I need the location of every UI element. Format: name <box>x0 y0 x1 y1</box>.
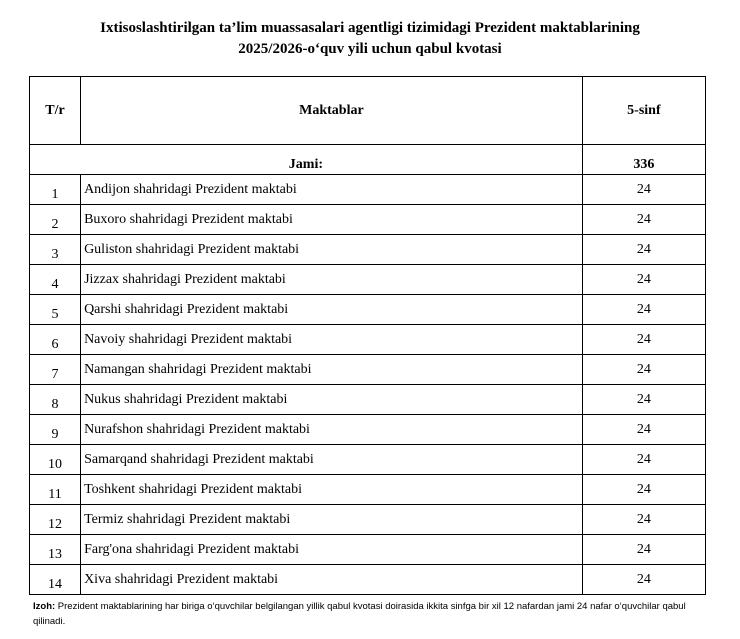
table-header-row <box>30 77 706 145</box>
table-row <box>30 265 706 295</box>
table-row <box>30 445 706 475</box>
table-row <box>30 385 706 415</box>
row-number: 11 <box>30 475 81 505</box>
table-row <box>30 355 706 385</box>
table-row <box>30 325 706 355</box>
school-name: Andijon shahridagi Prezident maktabi <box>81 175 583 205</box>
quota-value: 24 <box>582 385 705 415</box>
quota-value: 24 <box>582 355 705 385</box>
title-line-2: 2025/2026-o‘quv yili uchun qabul kvotasi <box>238 41 502 57</box>
title-line-1: Ixtisoslashtirilgan ta’lim muassasalari agentligi tizimidagi Prezident maktablarining <box>100 20 640 36</box>
table-row <box>30 415 706 445</box>
school-name: Nurafshon shahridagi Prezident maktabi <box>81 415 583 445</box>
quota-value: 24 <box>582 565 705 595</box>
school-name: Qarshi shahridagi Prezident maktabi <box>81 295 583 325</box>
total-label: Jami: <box>30 150 583 175</box>
total-value: 336 <box>582 150 705 175</box>
quota-value: 24 <box>582 235 705 265</box>
header-number: T/r <box>30 77 81 145</box>
row-number: 5 <box>30 295 81 325</box>
table-row <box>30 505 706 535</box>
row-number: 10 <box>30 445 81 475</box>
school-name: Nukus shahridagi Prezident maktabi <box>81 385 583 415</box>
quota-value: 24 <box>582 175 705 205</box>
school-name: Navoiy shahridagi Prezident maktabi <box>81 325 583 355</box>
row-number: 6 <box>30 325 81 355</box>
school-name: Farg'ona shahridagi Prezident maktabi <box>81 535 583 565</box>
quota-value: 24 <box>582 325 705 355</box>
header-school: Maktablar <box>81 77 583 145</box>
school-name: Buxoro shahridagi Prezident maktabi <box>81 205 583 235</box>
school-name: Samarqand shahridagi Prezident maktabi <box>81 445 583 475</box>
school-name: Guliston shahridagi Prezident maktabi <box>81 235 583 265</box>
school-name: Namangan shahridagi Prezident maktabi <box>81 355 583 385</box>
school-name: Termiz shahridagi Prezident maktabi <box>81 505 583 535</box>
table-row <box>30 205 706 235</box>
row-number: 13 <box>30 535 81 565</box>
row-number: 7 <box>30 355 81 385</box>
row-number: 3 <box>30 235 81 265</box>
table-row <box>30 565 706 595</box>
quota-value: 24 <box>582 205 705 235</box>
row-number: 1 <box>30 175 81 205</box>
school-name: Jizzax shahridagi Prezident maktabi <box>81 265 583 295</box>
footnote-label: Izoh: <box>33 601 56 612</box>
footnote-text: Prezident maktablarining har biriga o‘quvchilar belgilangan yillik qabul kvotasi doirasida ikkita sinfga bir xil 12 nafardan jami 24 nafar o‘quvchilar qabul qilinadi. <box>33 601 686 627</box>
row-number: 2 <box>30 205 81 235</box>
footnote <box>33 599 713 629</box>
table-row <box>30 235 706 265</box>
row-number: 12 <box>30 505 81 535</box>
document-title <box>0 18 740 60</box>
quota-value: 24 <box>582 505 705 535</box>
table-row <box>30 475 706 505</box>
total-row <box>30 150 706 175</box>
quota-table <box>29 76 706 595</box>
table-row <box>30 295 706 325</box>
row-number: 9 <box>30 415 81 445</box>
row-number: 8 <box>30 385 81 415</box>
quota-value: 24 <box>582 475 705 505</box>
table-row <box>30 535 706 565</box>
header-grade: 5-sinf <box>582 77 705 145</box>
table-row <box>30 175 706 205</box>
quota-value: 24 <box>582 445 705 475</box>
quota-value: 24 <box>582 265 705 295</box>
row-number: 4 <box>30 265 81 295</box>
school-name: Toshkent shahridagi Prezident maktabi <box>81 475 583 505</box>
row-number: 14 <box>30 565 81 595</box>
school-name: Xiva shahridagi Prezident maktabi <box>81 565 583 595</box>
quota-value: 24 <box>582 295 705 325</box>
quota-value: 24 <box>582 415 705 445</box>
quota-value: 24 <box>582 535 705 565</box>
